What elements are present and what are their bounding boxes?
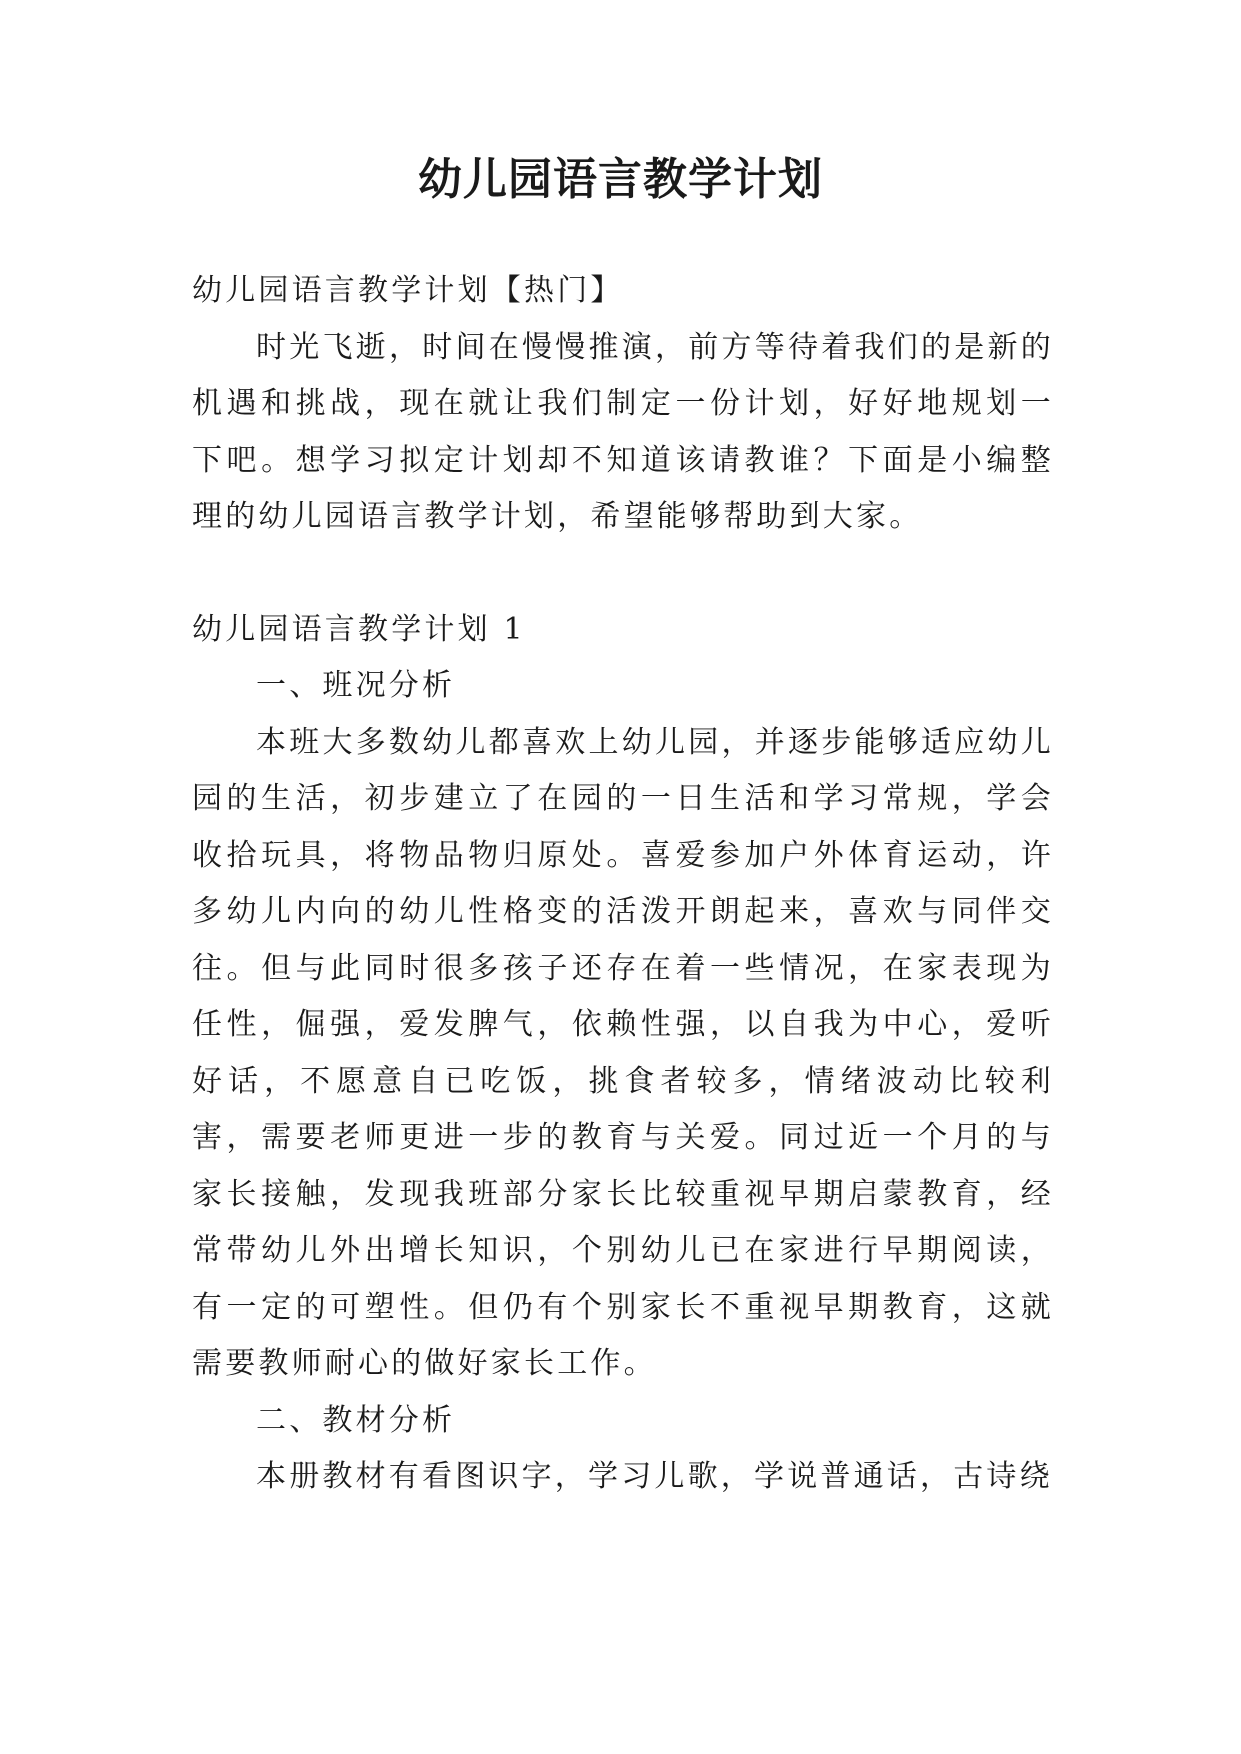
document-subtitle: 幼儿园语言教学计划【热门】	[192, 273, 624, 308]
section-title: 幼儿园语言教学计划 1	[192, 611, 526, 647]
section-spacer	[192, 546, 1054, 602]
section-heading-class-analysis: 一、班况分析	[256, 668, 456, 703]
document-title: 幼儿园语言教学计划	[418, 154, 823, 205]
class-analysis-paragraph: 本班大多数幼儿都喜欢上幼儿园，并逐步能够适应幼儿园的生活，初步建立了在园的一日生活和学习常规，学会收拾玩具，将物品物归原处。喜爱参加户外体育运动，许多幼儿内向的幼儿性格变的活泼开朗起来，喜欢与同伴交往。但与此同时很多孩子还存在着一些情况，在家表现为任性，倔强，爱发脾气，依赖性强，以自我为中心，爱听好话，不愿意自已吃饭，挑食者较多，情绪波动比较利害，需要老师更进一步的教育与关爱。同过近一个月的与家长接触，发现我班部分家长比较重视早期启蒙教育，经常带幼儿外出增长知识，个别幼儿已在家进行早期阅读，有一定的可塑性。但仍有个别家长不重视早期教育，这就需要教师耐心的做好家长工作。	[192, 724, 1054, 1381]
intro-paragraph: 时光飞逝，时间在慢慢推演，前方等待着我们的是新的机遇和挑战，现在就让我们制定一份计划，好好地规划一下吧。想学习拟定计划却不知道该请教谁？下面是小编整理的幼儿园语言教学计划，希望能够帮助到大家。	[192, 329, 1054, 534]
material-analysis-paragraph: 本册教材有看图识字，学习儿歌，学说普通话，古诗绕	[256, 1459, 1053, 1494]
document-body	[192, 263, 1054, 1506]
section-heading-material-analysis: 二、教材分析	[256, 1402, 456, 1438]
